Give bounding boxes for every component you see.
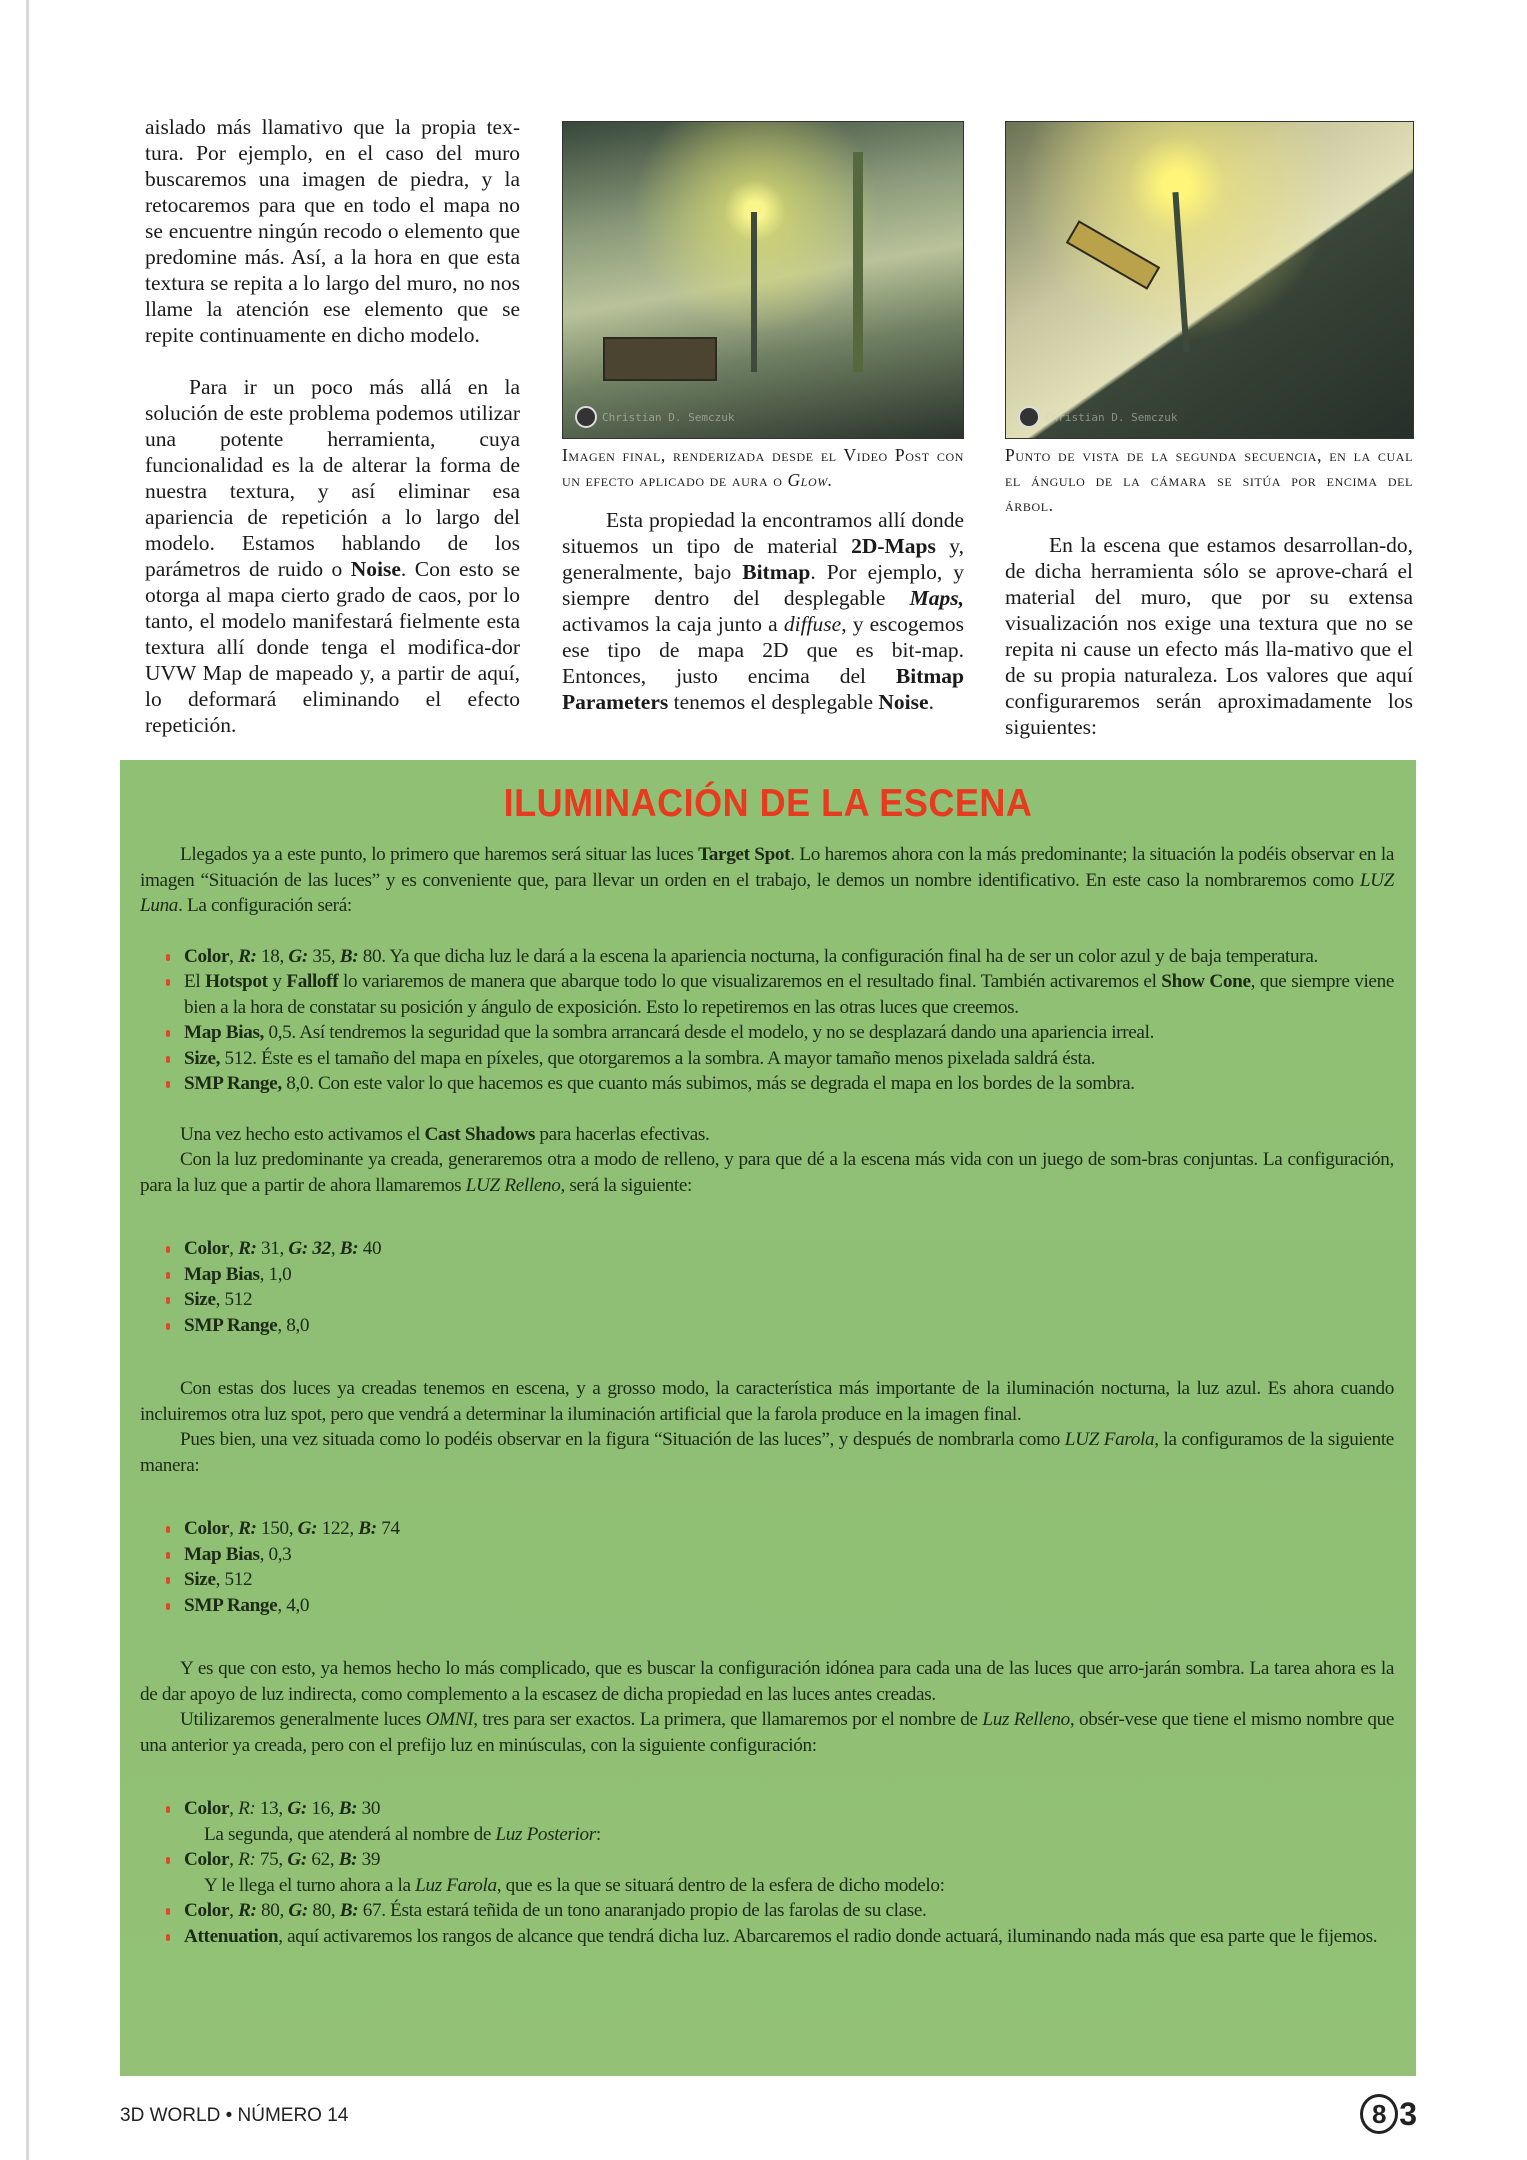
sidebar-box-lighting — [120, 760, 1416, 2076]
bold-term: Falloff — [286, 971, 339, 992]
text-run: . Lo haremos ahora con la más predominante; la situación la podéis observar en la imagen “Situación de las luces” y es conveniente que, para llevar un orden en el trabajo, le demos un nombre identificativo. En este caso la nombraremos como — [140, 844, 1394, 891]
paragraph — [140, 1376, 1394, 1427]
list-item — [140, 1313, 1394, 1339]
sidebar-body — [140, 842, 1394, 1949]
paragraph — [140, 1122, 1394, 1148]
text-run: 150, — [256, 1518, 298, 1539]
text-run: , aquí activaremos los rangos de alcance que tendrá dicha luz. Abarcaremos el radio donde actuará, iluminando nada más que esa parte que le fijemos. — [278, 1925, 1378, 1947]
text-run: , — [229, 1518, 239, 1539]
bold-term: R: — [238, 1238, 257, 1259]
paragraph — [1005, 532, 1413, 740]
bold-term: G: — [287, 1798, 307, 1819]
text-run: 31, — [256, 1238, 289, 1259]
text-run: 75, — [255, 1849, 288, 1870]
bold-term: G: — [287, 1849, 307, 1870]
bold-term: Cast Shadows — [424, 1123, 535, 1145]
bold-term: G: — [297, 1518, 318, 1539]
list-item — [140, 1593, 1394, 1619]
text-run: 16, — [306, 1798, 339, 1819]
bold-term: G: — [288, 945, 308, 967]
italic-term: Luz Posterior — [495, 1823, 596, 1845]
text-run: Pues bien, una vez situada como lo podéis observar en la figura “Situación de las luces”, y después de nombrarla como — [180, 1429, 1065, 1450]
lamp-post — [1172, 192, 1189, 352]
text-run: , — [229, 945, 239, 967]
paragraph — [140, 1427, 1394, 1478]
text-run: , la configuramos de la siguiente manera: — [140, 1429, 1394, 1476]
bold-term: Bitmap Parameters — [562, 664, 964, 714]
page-binding-edge — [26, 0, 29, 2160]
text-run: 512. Éste es el tamaño del mapa en píxeles, que otorgaremos a la sombra. A mayor tamaño menos pixelada saldrá ésta. — [220, 1047, 1096, 1069]
text-run: , 8,0 — [277, 1314, 310, 1336]
list-item — [140, 1898, 1394, 1924]
bold-term: 2D-Maps — [851, 534, 936, 558]
text-run: , y escogemos ese tipo de mapa 2D que es bit-map. Entonces, justo encima del — [562, 612, 964, 688]
bold-term: B: — [358, 1518, 377, 1539]
list-item — [140, 944, 1394, 970]
bold-term: Noise — [350, 557, 401, 581]
text-run: 80, — [307, 1900, 340, 1921]
bold-term: Map Bias — [184, 1263, 260, 1285]
text-run: para hacerlas efectivas. — [534, 1123, 710, 1145]
list-item — [140, 1924, 1394, 1950]
italic-term: R: — [238, 1849, 256, 1870]
middle-column — [562, 443, 964, 715]
bench — [1066, 220, 1160, 290]
bold-term: Hotspot — [205, 971, 268, 992]
bold-term: Size, — [184, 1047, 221, 1069]
settings-list-omni — [140, 1796, 1394, 1949]
bold-term: B: — [338, 1849, 358, 1870]
text-run: . — [928, 690, 934, 714]
page-number: 8 3 — [1360, 2094, 1417, 2134]
list-item — [140, 1020, 1394, 1046]
settings-list-luz-relleno — [140, 1236, 1394, 1338]
italic-term: OMNI — [425, 1709, 474, 1730]
text-run: La segunda, que atenderá al nombre de — [204, 1823, 496, 1845]
text-run: 13, — [255, 1798, 288, 1819]
sidebar-title: ILUMINACIÓN DE LA ESCENA — [503, 780, 1033, 825]
list-item — [140, 1236, 1394, 1262]
bold-term: Color — [184, 1238, 230, 1259]
paragraph — [140, 1707, 1394, 1758]
text-run: . Por ejemplo, y siempre dentro del desplegable — [562, 560, 965, 610]
text-run: 62, — [306, 1849, 339, 1870]
italic-term: diffuse — [783, 612, 842, 636]
lamp-post — [751, 212, 757, 372]
photo-watermark: Christian D. Semczuk — [1018, 406, 1177, 428]
bold-term: Maps, — [909, 586, 964, 610]
bold-term: R: — [238, 1518, 257, 1539]
text-run: 8,0. Con este valor lo que hacemos es que cuanto más subimos, más se degrada el mapa en los bordes de la sombra. — [281, 1073, 1135, 1094]
right-column — [1005, 443, 1413, 740]
list-item — [140, 1567, 1394, 1593]
text-run: : — [595, 1823, 601, 1845]
bold-term: Size — [184, 1569, 216, 1590]
bold-term: Size — [184, 1289, 216, 1310]
bold-term: Color — [184, 1798, 230, 1819]
bold-term: Color — [184, 1849, 230, 1870]
left-column — [145, 114, 520, 738]
text-run: , tres para ser exactos. La primera, que llamaremos por el nombre de — [473, 1709, 983, 1730]
text-run: En la escena que estamos desarrollan-do, de dicha herramienta sólo se aprove-chará el material del muro, que por su extensa visualización nos exige una textura que no se repita ni cause un efecto más lla-mativo que el de su propia naturaleza. Los valores que aquí configuraremos serán aproximadamente los siguientes: — [1005, 533, 1413, 739]
text-run: aislado más llamativo que la propia tex-tura. Por ejemplo, en el caso del muro buscaremos una imagen de piedra, y la retocaremos para que en todo el mapa no se encuentre ningún recodo o elemento que predomine más. Así, a la hora en que esta textura se repita a lo largo del muro, no nos llame la atención ese elemento que se repite continuamente en dicho modelo. — [145, 115, 520, 347]
list-note — [140, 1873, 1394, 1899]
text-run: 80, — [256, 1900, 289, 1921]
list-item — [140, 1542, 1394, 1568]
list-item — [140, 969, 1394, 1020]
bold-term: R: — [238, 945, 257, 967]
text-run: , 4,0 — [277, 1594, 310, 1616]
bold-term: R: — [238, 1900, 257, 1921]
text-run: , — [229, 1849, 239, 1870]
paragraph — [145, 374, 520, 738]
text-run: . Con esto se otorga al mapa cierto grado de caos, por lo tanto, el modelo manifestará fielmente esta textura allí donde tenga el modifica-dor UVW Map de mapeado y, a partir de aquí, lo deformará eliminando el efecto repetición. — [145, 557, 521, 737]
text-run: 18, — [256, 945, 289, 967]
text-run: El — [184, 971, 206, 992]
bold-term: Show Cone — [1161, 971, 1251, 992]
text-run: 39 — [357, 1849, 381, 1870]
list-item — [140, 1071, 1394, 1097]
photo-caption: Punto de vista de la segunda secuencia, en la cual el ángulo de la cámara se sitúa por encima del árbol. — [1005, 445, 1413, 515]
photo-caption: Imagen final, renderizada desde el Video Post con un efecto aplicado de aura o Glow. — [562, 445, 964, 490]
photo-final-render — [562, 121, 964, 439]
italic-term: LUZ Relleno — [465, 1174, 561, 1196]
text-run: , obsér-vese que tiene el mismo nombre que una anterior ya creada, pero con el prefijo luz en minúsculas, con la siguiente configuración: — [140, 1709, 1394, 1756]
list-item — [140, 1262, 1394, 1288]
text-run: Para ir un poco más allá en la solución de este problema podemos utilizar una potente herramienta, cuya funcionalidad es la de alterar la forma de nuestra textura, y así eliminar esa apariencia de repetición a lo largo del modelo. Estamos hablando de los parámetros de ruido o — [145, 375, 520, 581]
italic-term: Luz Relleno — [982, 1709, 1070, 1730]
bold-term: Attenuation — [184, 1925, 279, 1947]
bold-term: Color — [184, 1900, 230, 1921]
settings-list-luz-luna — [140, 944, 1394, 1097]
photo-watermark: Christian D. Semczuk — [575, 406, 734, 428]
text-run: , 512 — [215, 1569, 253, 1590]
bold-term: B: — [339, 1900, 359, 1921]
text-run: 40 — [358, 1238, 382, 1259]
text-run: , — [229, 1900, 239, 1921]
text-run: Utilizaremos generalmente luces — [180, 1709, 426, 1730]
text-run: Y es que con esto, ya hemos hecho lo más complicado, que es buscar la configuración idónea para cada una de las luces que arro-jarán sombra. La tarea ahora es la de dar apoyo de luz indirecta, como complemento a la escasez de dicha propiedad en las luces antes creadas. — [140, 1658, 1394, 1705]
text-run: . La configuración será: — [178, 895, 352, 916]
list-item — [140, 1046, 1394, 1072]
bold-term: SMP Range — [184, 1594, 278, 1616]
text-run: 80. Ya que dicha luz le dará a la escena la apariencia nocturna, la configuración final ha de ser un color azul y de baja temperatura. — [358, 945, 1318, 967]
paragraph — [145, 114, 520, 348]
bold-term: SMP Range — [184, 1314, 278, 1336]
bold-term: Target Spot — [698, 844, 791, 865]
bold-term: B: — [338, 1798, 358, 1819]
text-run: tenemos el desplegable — [668, 690, 879, 714]
text-run: 122, — [317, 1518, 359, 1539]
tree-trunk — [853, 152, 863, 372]
text-run: 74 — [376, 1518, 400, 1539]
paragraph — [140, 1147, 1394, 1198]
bold-term: B: — [339, 945, 359, 967]
text-run: , 512 — [215, 1289, 253, 1310]
list-item — [140, 1796, 1394, 1822]
text-run: y, generalmente, bajo — [562, 534, 964, 584]
list-item — [140, 1516, 1394, 1542]
italic-term: LUZ Farola — [1064, 1429, 1155, 1450]
bold-term: G: — [288, 1900, 308, 1921]
text-run: 0,5. Así tendremos la seguridad que la sombra arrancará desde el modelo, y no se desplazará dando una apariencia irreal. — [264, 1022, 1155, 1043]
paragraph — [562, 507, 964, 715]
text-run: 35, — [307, 945, 340, 967]
bench — [603, 337, 717, 381]
bold-term: Color — [184, 1518, 230, 1539]
list-item — [140, 1287, 1394, 1313]
text-run: , que es la que se situará dentro de la esfera de dicho modelo: — [496, 1874, 945, 1896]
footer-magazine-issue: 3D WORLD • NÚMERO 14 — [120, 2105, 349, 2126]
bold-term: Bitmap — [742, 560, 811, 584]
list-item — [140, 1847, 1394, 1873]
text-run: , 1,0 — [259, 1263, 292, 1285]
text-run: , que siempre viene bien a la hora de constatar su posición y ángulo de exposición. Esto lo repetiremos en las otras luces que creemos. — [184, 971, 1395, 1018]
text-run: Con la luz predominante ya creada, generaremos otra a modo de relleno, y para que dé a la escena más vida con un juego de som-bras conjuntas. La configuración, para la luz que a partir de ahora llamaremos — [140, 1149, 1394, 1196]
text-run: Esta propiedad la encontramos allí donde situemos un tipo de material — [562, 508, 964, 558]
italic-term: LUZ Luna — [140, 869, 1394, 916]
watermark-logo-icon — [575, 406, 597, 428]
text-run: y — [267, 971, 287, 992]
watermark-logo-icon — [1018, 406, 1040, 428]
italic-term: Luz Farola — [415, 1874, 497, 1896]
bold-term: Color — [184, 945, 230, 967]
bold-term: B: — [339, 1238, 359, 1259]
text-run: 67. Ésta estará teñida de un tono anaranjado propio de las farolas de su clase. — [358, 1900, 927, 1921]
italic-term: R: — [238, 1798, 256, 1819]
paragraph — [140, 1656, 1394, 1707]
settings-list-luz-farola — [140, 1516, 1394, 1618]
paragraph — [140, 842, 1394, 919]
bold-term: SMP Range, — [184, 1073, 282, 1094]
bold-term: Map Bias — [184, 1543, 260, 1565]
text-run: , — [330, 1238, 340, 1259]
text-run: Una vez hecho esto activamos el — [180, 1123, 425, 1145]
text-run: , — [229, 1238, 239, 1259]
bold-term: Noise — [878, 690, 929, 714]
photo-second-sequence — [1005, 121, 1414, 439]
text-run: Con estas dos luces ya creadas tenemos en escena, y a grosso modo, la característica más importante de la iluminación nocturna, la luz azul. Es ahora cuando incluiremos otra luz spot, pero que vendrá a determinar la iluminación artificial que la farola produce en la imagen final. — [140, 1378, 1394, 1425]
text-run: , será la siguiente: — [560, 1174, 693, 1196]
text-run: lo variaremos de manera que abarque todo lo que visualizaremos en el resultado final. También activaremos el — [338, 971, 1162, 992]
list-note — [140, 1822, 1394, 1848]
page-number-circle: 8 — [1360, 2094, 1398, 2134]
text-run: 30 — [357, 1798, 381, 1819]
bold-term: Map Bias, — [184, 1022, 265, 1043]
text-run: Llegados ya a este punto, lo primero que haremos será situar las luces — [180, 844, 699, 865]
text-run: activamos la caja junto a — [562, 612, 784, 636]
text-run: , 0,3 — [259, 1543, 292, 1565]
text-run: , — [229, 1798, 239, 1819]
bold-term: G: 32 — [288, 1238, 331, 1259]
text-run: Y le llega el turno ahora a la — [204, 1874, 416, 1896]
